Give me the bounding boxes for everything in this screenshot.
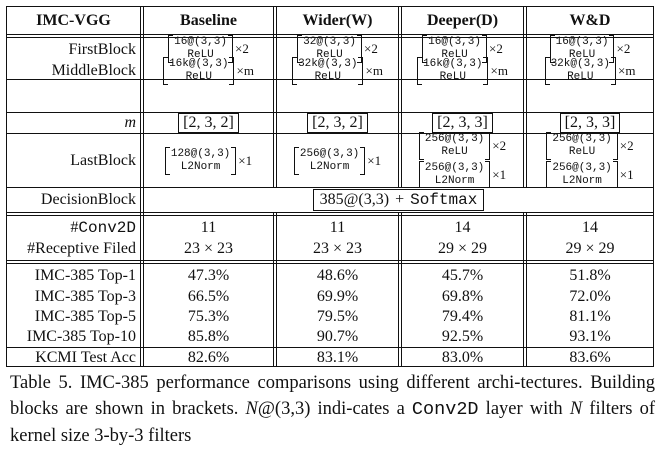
row-label-top10: IMC-385 Top-10 xyxy=(26,327,136,345)
architecture-table xyxy=(6,6,654,367)
row-label-top1: IMC-385 Top-1 xyxy=(34,266,136,284)
bracket xyxy=(545,57,616,85)
metric-value: 92.5% xyxy=(441,327,484,345)
last-block-cell xyxy=(527,134,653,187)
metric-value: 45.7% xyxy=(441,266,484,284)
layer-text: ReLU xyxy=(316,49,343,61)
block-group xyxy=(546,132,633,160)
decision-block-cell xyxy=(144,188,653,212)
header-corner: IMC-VGG xyxy=(36,11,111,29)
m-cell xyxy=(277,113,398,133)
bracket xyxy=(419,161,490,189)
layer-text: L2Norm xyxy=(180,160,221,173)
m-value: [2, 3, 2] xyxy=(178,113,239,133)
row-label-middle-block: MiddleBlock xyxy=(51,62,136,79)
layer-text: L2Norm xyxy=(434,175,475,187)
metric-value: 51.8% xyxy=(569,266,611,284)
multiplier: ×1 xyxy=(619,167,634,182)
layer-text: ReLU xyxy=(567,71,594,83)
m-value: [2, 3, 3] xyxy=(560,113,621,133)
bracket xyxy=(546,132,617,160)
conv2d-value: 14 xyxy=(454,218,471,236)
layer-text: 32k@(3,3) xyxy=(298,58,358,70)
block-group xyxy=(419,132,506,160)
last-block-cell xyxy=(402,134,523,187)
bracket xyxy=(546,161,617,189)
caption-mono: Conv2D xyxy=(411,399,479,420)
layer-text: ReLU xyxy=(441,146,468,158)
row-label-top3: IMC-385 Top-3 xyxy=(34,287,136,305)
middle-block-cell xyxy=(527,58,653,83)
conv2d-word: Conv2D xyxy=(78,218,136,237)
metric-value: 93.1% xyxy=(569,327,611,345)
receptive-value: 23 × 23 xyxy=(312,240,363,257)
header-wd: W&D xyxy=(569,11,611,29)
layer-text: ReLU xyxy=(187,49,214,61)
kcmi-value: 83.0% xyxy=(441,348,484,366)
block-group xyxy=(545,57,636,85)
last-block-cell xyxy=(277,134,398,187)
kcmi-value: 83.1% xyxy=(316,348,359,366)
layer-text: 16@(3,3) xyxy=(428,36,481,48)
row-label-receptive: #Receptive Filed xyxy=(27,240,136,257)
m-cell xyxy=(402,113,523,133)
caption-text-4: filters of kernel size 3-by-3 filters xyxy=(10,399,656,446)
multiplier: ×2 xyxy=(492,138,507,153)
multiplier: ×1 xyxy=(238,152,253,168)
metric-value: 66.5% xyxy=(187,287,230,305)
conv2d-value: 11 xyxy=(329,218,346,236)
bracket xyxy=(163,57,234,85)
middle-block-cell xyxy=(277,58,398,83)
multiplier: ×m xyxy=(617,63,636,78)
layer-text: 256@(3,3) xyxy=(552,133,612,145)
bracket xyxy=(419,132,490,160)
layer-text: 128@(3,3) xyxy=(170,147,231,160)
layer-text: 256@(3,3) xyxy=(552,162,612,174)
receptive-value: 23 × 23 xyxy=(183,240,234,257)
multiplier: ×2 xyxy=(234,41,249,56)
header-deeper: Deeper(D) xyxy=(426,11,499,29)
multiplier: ×m xyxy=(365,63,383,78)
conv2d-value: 14 xyxy=(582,218,598,236)
receptive-value: 29 × 29 xyxy=(437,240,488,257)
decision-conv: 385@(3,3) xyxy=(319,191,390,208)
metric-value: 85.8% xyxy=(187,327,230,345)
last-block-cell xyxy=(144,134,273,187)
table-caption xyxy=(10,370,655,449)
block-group xyxy=(417,57,508,85)
header-wider: Wider(W) xyxy=(302,11,373,29)
layer-text: ReLU xyxy=(441,49,468,61)
multiplier: ×2 xyxy=(488,41,503,56)
decision-plus: + xyxy=(395,191,405,208)
block-group xyxy=(419,161,506,189)
block-group xyxy=(163,57,254,85)
bracket xyxy=(294,147,365,175)
decision-activation: Softmax xyxy=(410,191,478,209)
metric-value: 47.3% xyxy=(187,266,230,284)
layer-text: 16@(3,3) xyxy=(555,36,609,48)
m-value: [2, 3, 3] xyxy=(432,113,493,133)
receptive-value: 29 × 29 xyxy=(565,240,615,257)
layer-text: L2Norm xyxy=(562,175,602,187)
layer-text: L2Norm xyxy=(309,160,350,173)
conv2d-hash: # xyxy=(70,218,79,236)
multiplier: ×2 xyxy=(363,41,378,56)
caption-n2: N xyxy=(569,399,583,419)
multiplier: ×1 xyxy=(367,152,382,168)
metric-value: 81.1% xyxy=(569,307,611,325)
metric-value: 79.4% xyxy=(441,307,484,325)
metric-value: 75.3% xyxy=(187,307,230,325)
m-cell xyxy=(527,113,653,133)
row-label-m: m xyxy=(124,114,136,131)
bracket xyxy=(417,57,488,85)
metric-value: 69.8% xyxy=(441,287,484,305)
row-label-conv2d xyxy=(7,217,140,238)
bracket xyxy=(292,57,363,85)
block-group xyxy=(292,57,383,85)
bracket xyxy=(165,147,236,175)
caption-text-3: layer with xyxy=(478,399,570,419)
kcmi-value: 82.6% xyxy=(187,348,230,366)
layer-text: 16k@(3,3) xyxy=(169,58,229,70)
decision-box xyxy=(313,189,485,211)
layer-text: 256@(3,3) xyxy=(424,133,485,145)
metric-value: 79.5% xyxy=(316,307,359,325)
layer-text: ReLU xyxy=(185,71,212,83)
block-group xyxy=(546,161,633,189)
layer-text: 32@(3,3) xyxy=(303,36,356,48)
m-value: [2, 3, 2] xyxy=(307,113,368,133)
layer-text: 256@(3,3) xyxy=(424,162,485,174)
multiplier: ×m xyxy=(490,63,508,78)
middle-block-cell xyxy=(144,58,273,83)
layer-text: ReLU xyxy=(314,71,341,83)
caption-text-2: @(3,3) indi-cates a xyxy=(257,399,412,419)
block-group xyxy=(165,147,252,175)
metric-value: 90.7% xyxy=(316,327,359,345)
m-cell xyxy=(144,113,273,133)
row-label-kcmi: KCMI Test Acc xyxy=(35,348,136,366)
conv2d-value: 11 xyxy=(200,218,217,236)
layer-text: ReLU xyxy=(568,49,596,61)
layer-text: 16k@(3,3) xyxy=(423,58,483,70)
caption-n1: N xyxy=(245,399,258,419)
layer-text: ReLU xyxy=(439,71,466,83)
metric-value: 72.0% xyxy=(569,287,611,305)
kcmi-value: 83.6% xyxy=(569,348,611,366)
multiplier: ×1 xyxy=(492,167,507,182)
layer-text: 16@(3,3) xyxy=(174,36,227,48)
metric-value: 48.6% xyxy=(316,266,359,284)
row-divider xyxy=(7,260,653,264)
metric-value: 69.9% xyxy=(316,287,359,305)
row-label-last-block: LastBlock xyxy=(70,151,136,169)
header-baseline: Baseline xyxy=(180,11,237,29)
block-group xyxy=(294,147,381,175)
middle-block-cell xyxy=(402,58,523,83)
layer-text: ReLU xyxy=(568,146,596,158)
row-label-top5: IMC-385 Top-5 xyxy=(34,307,136,325)
multiplier: ×2 xyxy=(619,138,634,153)
row-label-first-block: FirstBlock xyxy=(68,41,136,58)
multiplier: ×2 xyxy=(616,41,631,56)
layer-text: 256@(3,3) xyxy=(299,147,360,160)
row-label-decision-block: DecisionBlock xyxy=(40,191,136,208)
caption-text-1: Table 5. IMC-385 performance comparisons using different archi-tectures. Building blocks are shown in brackets. xyxy=(10,373,655,419)
row-divider xyxy=(7,212,653,216)
layer-text: 32k@(3,3) xyxy=(550,58,610,70)
multiplier: ×m xyxy=(236,63,254,78)
